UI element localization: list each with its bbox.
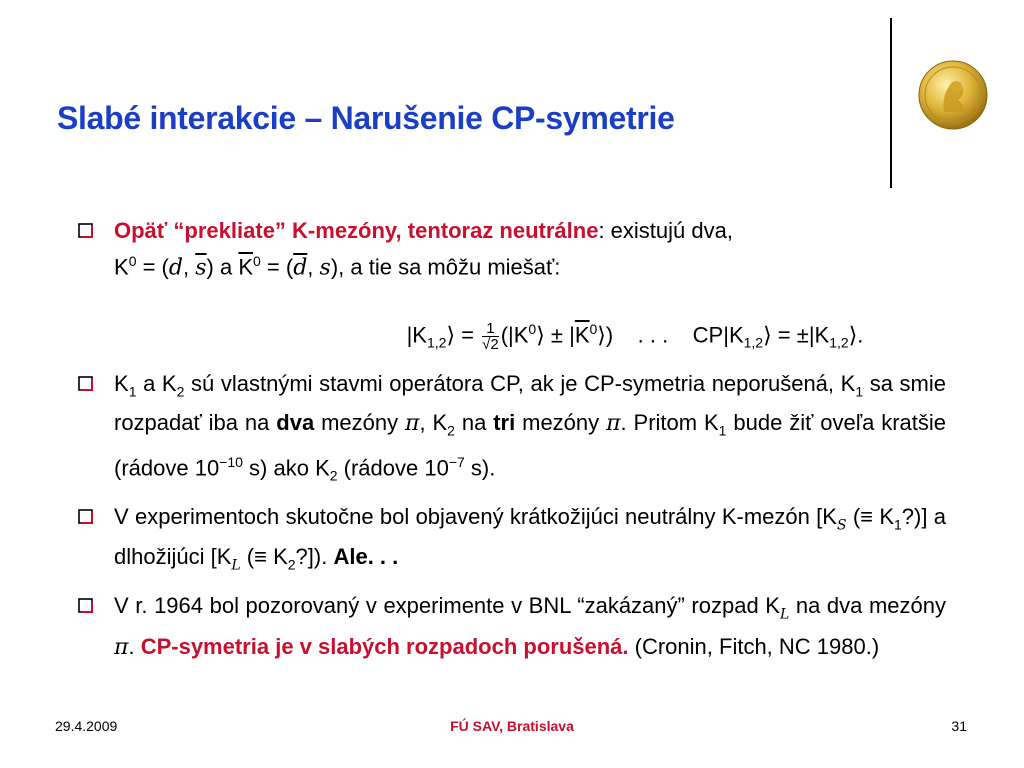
nobel-medal-icon — [918, 60, 988, 130]
list-item: V experimentoch skutočne bol objavený krátkožijúci neutrálny K-mezón [$K_S$ (≡ $K_1$?)] a dlhožijúci [$K_L$ (≡ $K_2$?]). Ale. . . — [78, 501, 946, 582]
checkbox-bullet-icon — [78, 223, 93, 238]
list-item: Opäť “prekliate” K-mezóny, tentoraz neutrálne: existujú dva, $K^0 = (d$, $\overline{s}$) a $\overline{K}^0 = (\overline{d}$, s), a tie sa môžu miešať: $|K_{1,2}⟩$ = $\frac{1}{√2}$ ($|K^0⟩$ ± $|\overline{K}^0⟩$) . . . $CP|K_{1,2}⟩$ = $\pm|K_{1,2}⟩$. — [78, 215, 946, 359]
mixing-formula: $|K_{1,2}⟩$ = $\frac{1}{√2}$ ($|K^0⟩$ ± $|\overline{K}^0⟩$) . . . $CP|K_{1,2}⟩$ = $\pm|K_{1,2}⟩$. — [406, 320, 864, 354]
checkbox-bullet-icon — [78, 598, 93, 613]
item1-bold: Opäť “prekliate” K-mezóny, tentoraz neutrálne — [114, 218, 599, 243]
divider-line — [890, 18, 892, 188]
list-item: $K_1$ a $K_2$ sú vlastnými stavmi operátora CP, ak je CP-symetria neporušená, $K_1$ sa smie rozpadať iba na dva mezóny π, $K_2$ na tri mezóny π. Pritom $K_1$ bude žiť oveľa kratšie (rádove $10^{-10}$ s) ako $K_2$ (rádove $10^{-7}$ s). — [78, 368, 946, 492]
kaon-definition: $K^0 = (d$, $\overline{s}$) a $\overline{K}^0 = (\overline{d}$, s), a tie sa môžu miešať: — [114, 253, 561, 281]
footer-institution: FÚ SAV, Bratislava — [450, 718, 574, 734]
checkbox-bullet-icon — [78, 509, 93, 524]
checkbox-bullet-icon — [78, 376, 93, 391]
bullet-list — [78, 215, 946, 672]
page-number: 31 — [951, 718, 967, 734]
footer-date: 29.4.2009 — [55, 718, 118, 734]
cp-violation-statement: CP-symetria je v slabých rozpadoch porušená. — [140, 633, 629, 659]
list-item: V r. 1964 bol pozorovaný v experimente v BNL “zakázaný” rozpad $K_L$ na dva mezóny π. CP-symetria je v slabých rozpadoch porušená. (Cronin, Fitch, NC 1980.) — [78, 590, 946, 662]
slide-title: Slabé interakcie – Narušenie CP-symetrie — [57, 100, 675, 136]
